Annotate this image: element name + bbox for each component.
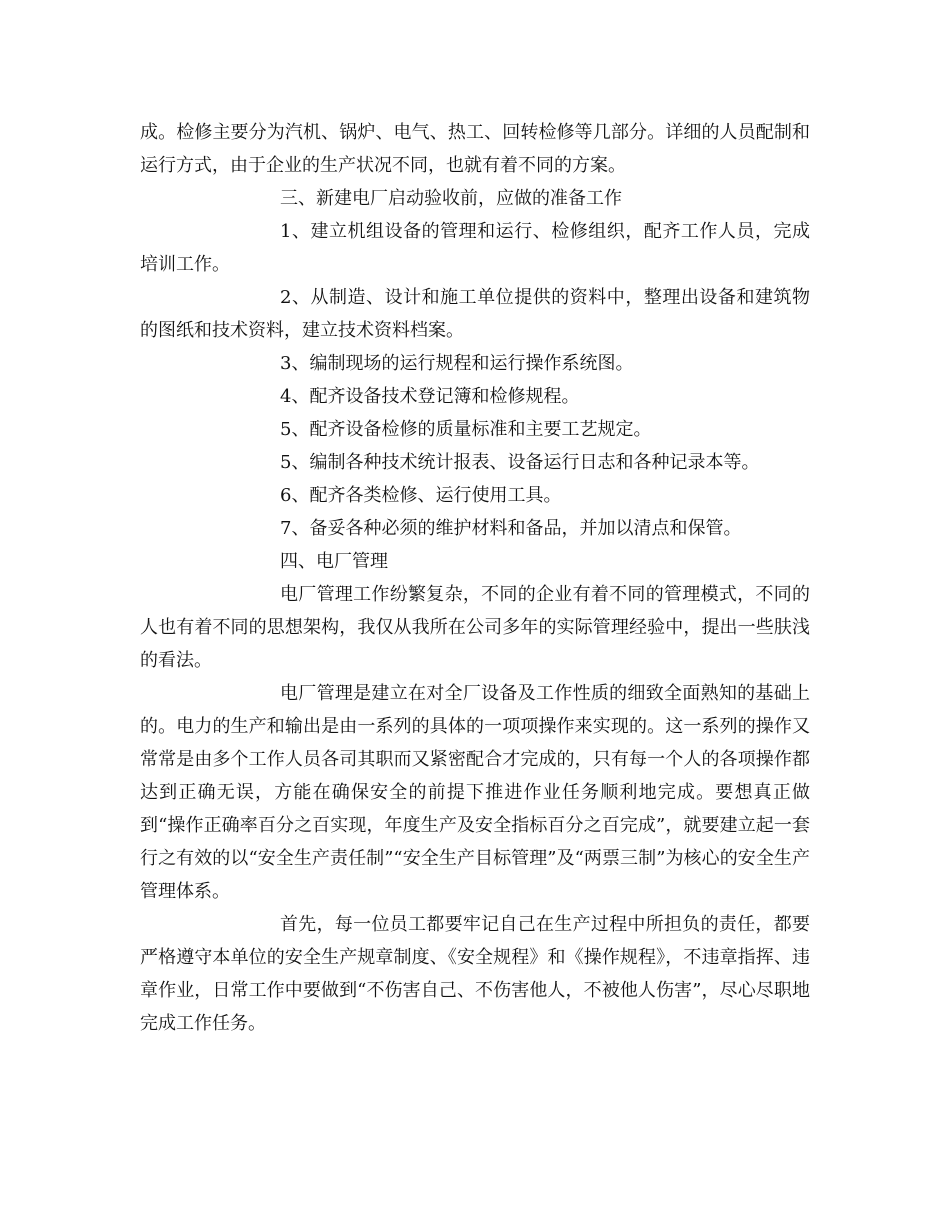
list-item-6: 6、配齐各类检修、运行使用工具。	[280, 485, 562, 506]
list-item-3: 3、编制现场的运行规程和运行操作系统图。	[280, 353, 634, 374]
paragraph-management-intro: 电厂管理工作纷繁复杂，不同的企业有着不同的管理模式，不同的人也有着不同的思想架构，我仅从我所在公司多年的实际管理经验中，提出一些肤浅的看法。	[140, 584, 810, 671]
list-item-5b: 5、编制各种技术统计报表、设备运行日志和各种记录本等。	[280, 452, 760, 473]
list-item-4: 4、配齐设备技术登记簿和检修规程。	[280, 386, 580, 407]
section-heading-3: 三、新建电厂启动验收前，应做的准备工作	[280, 188, 622, 209]
paragraph-first-point: 首先，每一位员工都要牢记自己在生产过程中所担负的责任，都要严格遵守本单位的安全生产规章制度、《安全规程》和《操作规程》，不违章指挥、违章作业，日常工作中要做到“不伤害自己、不伤害他人，不被他人伤害”，尽心尽职地完成工作任务。	[140, 914, 810, 1034]
list-item-1: 1、建立机组设备的管理和运行、检修组织，配齐工作人员，完成培训工作。	[140, 221, 810, 275]
section-heading-4: 四、电厂管理	[280, 551, 388, 572]
document-body	[140, 116, 810, 1040]
paragraph-management-basis: 电厂管理是建立在对全厂设备及工作性质的细致全面熟知的基础上的。电力的生产和输出是由一系列的具体的一项项操作来实现的。这一系列的操作又常常是由多个工作人员各司其职而又紧密配合才完成的，只有每一个人的各项操作都达到正确无误，方能在确保安全的前提下推进作业任务顺利地完成。要想真正做到“操作正确率百分之百实现，年度生产及安全指标百分之百完成”，就要建立起一套行之有效的以“安全生产责任制”“安全生产目标管理”及“两票三制”为核心的安全生产管理体系。	[140, 683, 810, 902]
list-item-7: 7、备妥各种必须的维护材料和备品，并加以清点和保管。	[280, 518, 742, 539]
paragraph-intro-continuation: 成。检修主要分为汽机、锅炉、电气、热工、回转检修等几部分。详细的人员配制和运行方式，由于企业的生产状况不同，也就有着不同的方案。	[140, 122, 810, 176]
list-item-2: 2、从制造、设计和施工单位提供的资料中，整理出设备和建筑物的图纸和技术资料，建立技术资料档案。	[140, 287, 810, 341]
list-item-5a: 5、配齐设备检修的质量标准和主要工艺规定。	[280, 419, 652, 440]
